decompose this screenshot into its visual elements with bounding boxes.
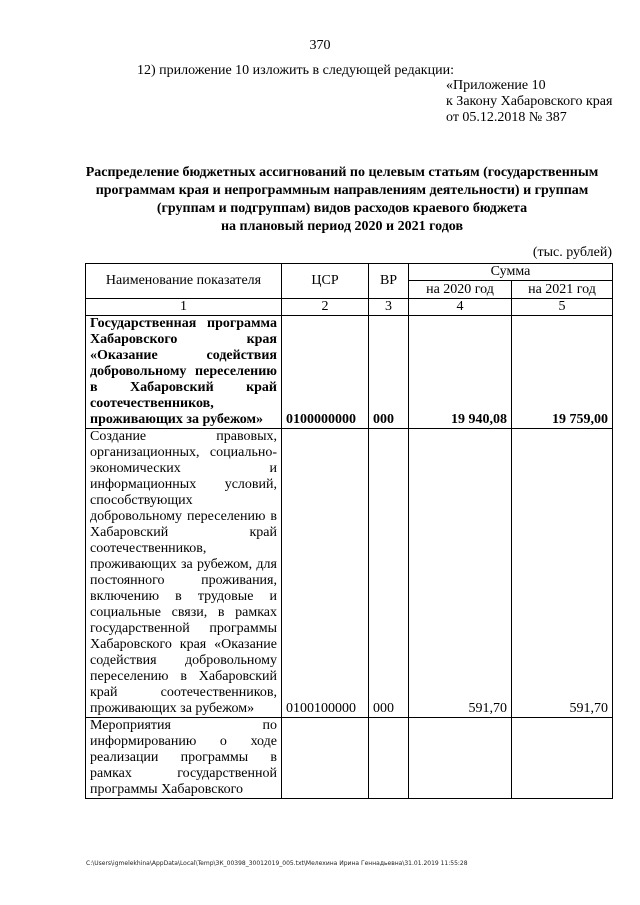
row-value-2021: 19 759,00 bbox=[512, 316, 613, 429]
page-number: 370 bbox=[309, 38, 331, 53]
header-name: Наименование показателя bbox=[86, 264, 282, 299]
row-vr bbox=[369, 718, 409, 799]
row-name: Мероприятия по информированию о ходе реализации программы в рамках государственной программы Хабаровского bbox=[86, 718, 282, 799]
header-vr: ВР bbox=[369, 264, 409, 299]
title-line: на плановый период 2020 и 2021 годов bbox=[220, 219, 464, 234]
row-csr: 0100000000 bbox=[282, 316, 369, 429]
table-row bbox=[86, 429, 613, 718]
row-csr bbox=[282, 718, 369, 799]
title-line: Распределение бюджетных ассигнований по целевым статьям (государственным bbox=[85, 165, 599, 180]
row-value-2021 bbox=[512, 718, 613, 799]
row-value-2020: 19 940,08 bbox=[409, 316, 512, 429]
header-sum: Сумма bbox=[409, 264, 613, 281]
budget-table bbox=[85, 263, 613, 799]
row-vr: 000 bbox=[369, 429, 409, 718]
file-path-footer: C:\Users\igmelekhina\AppData\Local\Temp\ЗК_00398_30012019_005.txt\Мелехина Ирина Геннадьевна\31.01.2019 11:55:28 bbox=[86, 860, 468, 867]
column-number: 3 bbox=[369, 299, 409, 316]
row-value-2020: 591,70 bbox=[409, 429, 512, 718]
row-value-2020 bbox=[409, 718, 512, 799]
appendix-line: от 05.12.2018 № 387 bbox=[446, 110, 567, 125]
title-line: (группам и подгруппам) видов расходов краевого бюджета bbox=[156, 201, 528, 216]
column-number: 1 bbox=[86, 299, 282, 316]
appendix-reference bbox=[446, 78, 612, 126]
row-value-2021: 591,70 bbox=[512, 429, 613, 718]
row-vr: 000 bbox=[369, 316, 409, 429]
table-row bbox=[86, 316, 613, 429]
intro-text: 12) приложение 10 изложить в следующей редакции: bbox=[137, 63, 454, 78]
header-year-2020: на 2020 год bbox=[409, 281, 512, 299]
header-year-2021: на 2021 год bbox=[512, 281, 613, 299]
row-csr: 0100100000 bbox=[282, 429, 369, 718]
title-line: программам края и непрограммным направлениям деятельности) и группам bbox=[95, 183, 589, 198]
appendix-line: к Закону Хабаровского края bbox=[446, 94, 613, 109]
units-label: (тыс. рублей) bbox=[532, 245, 612, 260]
table-row bbox=[86, 718, 613, 799]
appendix-line: «Приложение 10 bbox=[446, 78, 546, 93]
column-number: 2 bbox=[282, 299, 369, 316]
row-name: Государственная программа Хабаровского края «Оказание содействия добровольному переселению в Хабаровский край соотечественников, проживающих за рубежом» bbox=[86, 316, 282, 429]
column-number: 5 bbox=[512, 299, 613, 316]
document-title bbox=[70, 164, 614, 236]
header-csr: ЦСР bbox=[282, 264, 369, 299]
row-name: Создание правовых, организационных, социально-экономических и информационных условий, способствующих добровольному переселению в Хабаровский край соотечественников, проживающих за рубежом, для постоянного проживания, включению в трудовые и социальные связи, в рамках государственной программы Хабаровского края «Оказание содействия добровольному переселению в Хабаровский край соотечественников, проживающих за рубежом» bbox=[86, 429, 282, 718]
column-number: 4 bbox=[409, 299, 512, 316]
